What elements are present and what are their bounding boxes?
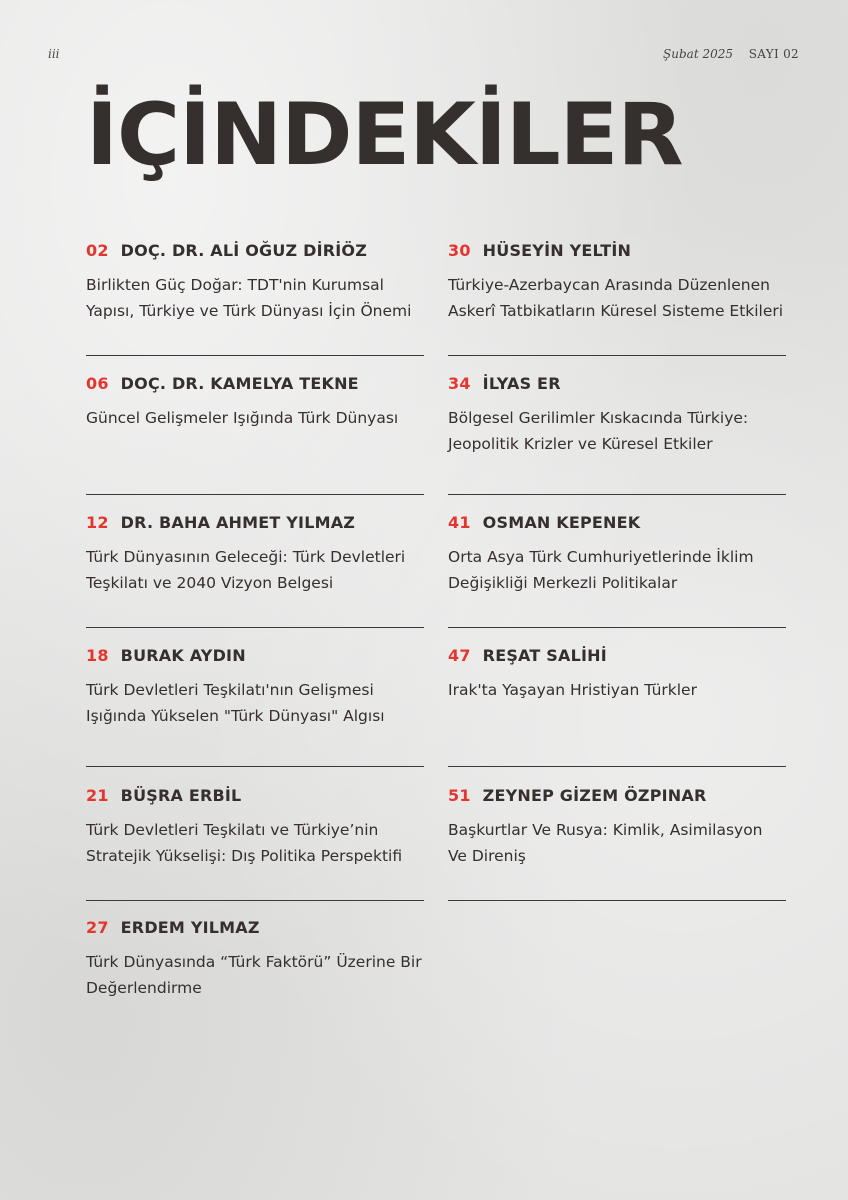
entry-author: HÜSEYİN YELTİN: [482, 241, 632, 260]
entry-page-number: 02: [86, 241, 109, 260]
divider: [448, 355, 786, 356]
entry-title: Türk Dünyasında “Türk Faktörü” Üzerine Bir Değerlendirme: [86, 953, 422, 997]
issue-number: SAYI 02: [748, 47, 799, 61]
entry-page-number: 34: [448, 374, 471, 393]
entry-title: Birlikten Güç Doğar: TDT'nin Kurumsal Yapısı, Türkiye ve Türk Dünyası İçin Önemi: [86, 276, 412, 320]
entry-title: Bölgesel Gerilimler Kıskacında Türkiye: Jeopolitik Krizler ve Küresel Etkiler: [448, 409, 749, 453]
entry-author: ZEYNEP GİZEM ÖZPINAR: [482, 786, 707, 805]
entry-header: [448, 786, 786, 806]
toc-entry[interactable]: [448, 646, 786, 703]
entry-author: REŞAT SALİHİ: [482, 646, 607, 665]
toc-entry[interactable]: [86, 786, 424, 869]
entry-header: [86, 646, 424, 666]
toc-entry[interactable]: [86, 918, 424, 1001]
entry-page-number: 12: [86, 513, 109, 532]
entry-header: [448, 646, 786, 666]
entry-page-number: 30: [448, 241, 471, 260]
entry-title: Irak'ta Yaşayan Hristiyan Türkler: [448, 681, 697, 699]
entry-title: Orta Asya Türk Cumhuriyetlerinde İklim Değişikliği Merkezli Politikalar: [448, 548, 754, 592]
divider: [86, 494, 424, 495]
divider: [448, 627, 786, 628]
divider: [86, 766, 424, 767]
entry-title: Güncel Gelişmeler Işığında Türk Dünyası: [86, 409, 399, 427]
entry-header: [86, 786, 424, 806]
entry-author: BURAK AYDIN: [120, 646, 246, 665]
toc-entry[interactable]: [86, 513, 424, 596]
entry-author: OSMAN KEPENEK: [482, 513, 641, 532]
divider: [448, 766, 786, 767]
entry-author: DOÇ. DR. KAMELYA TEKNE: [120, 374, 359, 393]
divider: [86, 627, 424, 628]
toc-entry[interactable]: [86, 241, 424, 324]
entry-header: [448, 374, 786, 394]
entry-page-number: 06: [86, 374, 109, 393]
divider: [86, 355, 424, 356]
entry-title: Başkurtlar Ve Rusya: Kimlik, Asimilasyon Ve Direniş: [448, 821, 763, 865]
entry-header: [448, 513, 786, 533]
toc-entry[interactable]: [448, 513, 786, 596]
toc-entry[interactable]: [448, 786, 786, 869]
issue-date: Şubat 2025: [663, 47, 733, 61]
entry-title: Türk Devletleri Teşkilatı'nın Gelişmesi Işığında Yükselen "Türk Dünyası" Algısı: [86, 681, 385, 725]
divider: [448, 900, 786, 901]
entry-page-number: 47: [448, 646, 471, 665]
page-number: iii: [48, 47, 60, 61]
entry-header: [448, 241, 786, 261]
toc-entry[interactable]: [86, 374, 424, 431]
toc-entry[interactable]: [86, 646, 424, 729]
entry-author: DR. BAHA AHMET YILMAZ: [120, 513, 356, 532]
entry-title: Türk Dünyasının Geleceği: Türk Devletleri Teşkilatı ve 2040 Vizyon Belgesi: [86, 548, 406, 592]
entry-title: Türkiye-Azerbaycan Arasında Düzenlenen Askerî Tatbikatların Küresel Sisteme Etkileri: [448, 276, 784, 320]
entry-author: ERDEM YILMAZ: [120, 918, 260, 937]
entry-author: BÜŞRA ERBİL: [120, 786, 242, 805]
entry-author: İLYAS ER: [482, 374, 561, 393]
entry-title: Türk Devletleri Teşkilatı ve Türkiye’nin Stratejik Yükselişi: Dış Politika Perspektifi: [86, 821, 403, 865]
entry-page-number: 27: [86, 918, 109, 937]
entry-page-number: 21: [86, 786, 109, 805]
entry-header: [86, 241, 424, 261]
entry-header: [86, 513, 424, 533]
entry-page-number: 41: [448, 513, 471, 532]
divider: [86, 900, 424, 901]
entry-page-number: 51: [448, 786, 471, 805]
page-title: İÇİNDEKİLER: [86, 85, 683, 185]
entry-header: [86, 374, 424, 394]
toc-entry[interactable]: [448, 374, 786, 457]
entry-author: DOÇ. DR. ALİ OĞUZ DİRİÖZ: [120, 241, 368, 260]
entry-page-number: 18: [86, 646, 109, 665]
divider: [448, 494, 786, 495]
entry-header: [86, 918, 424, 938]
toc-entry[interactable]: [448, 241, 786, 324]
